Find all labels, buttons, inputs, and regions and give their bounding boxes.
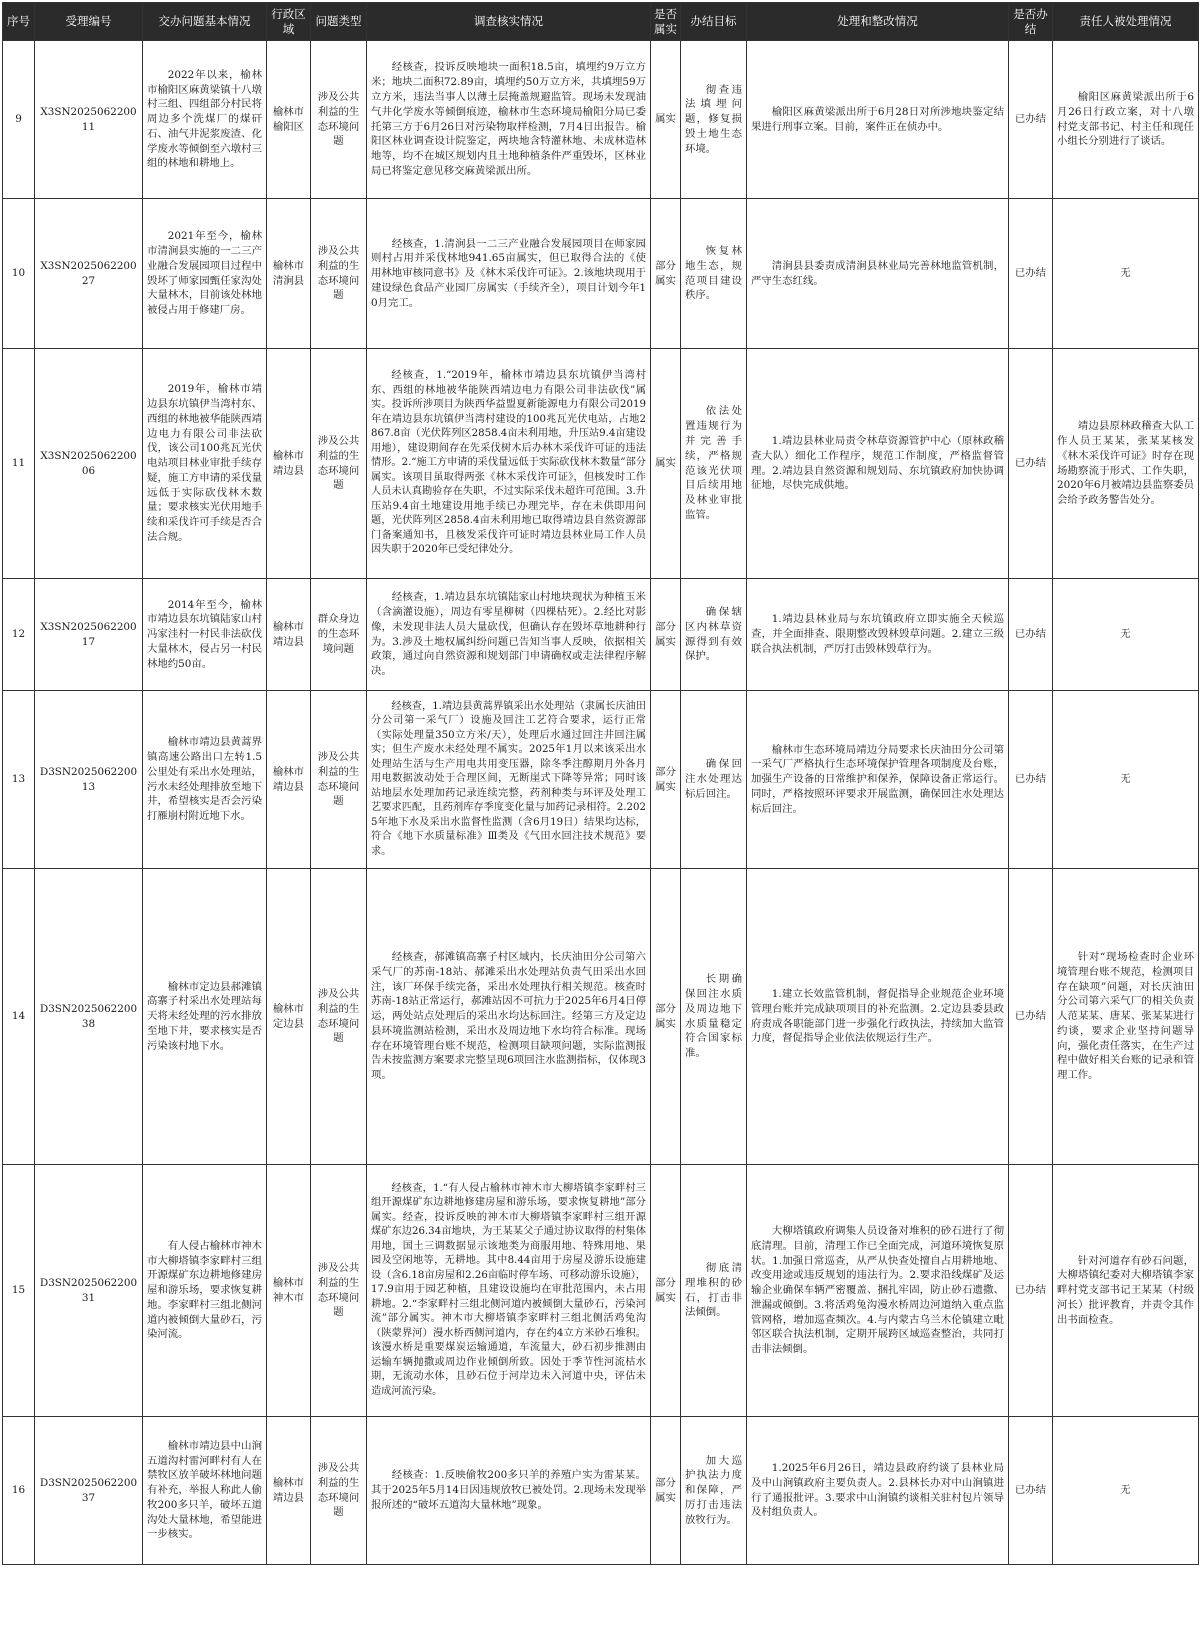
case-responsible: 靖边县原林政稽查大队工作人员王某某，张某某核发《林木采伐许可证》时存在现场勘察流于形式、工作失职，2020年6月被靖边县监察委员会给予政务警告处分。 — [1053, 349, 1199, 579]
case-region: 榆林市靖边县 — [267, 691, 311, 869]
case-type: 涉及公共利益的生态环境问题 — [311, 1417, 367, 1565]
case-true: 部分属实 — [651, 1417, 681, 1565]
case-basic: 2021年至今，榆林市清涧县实施的一二三产业融合发展园项目过程中毁坏了师家园甄任家沟处大量林木，目前该处林地被侵占用于修建厂房。 — [143, 199, 267, 349]
header-responsible: 责任人被处理情况 — [1053, 3, 1199, 41]
case-true: 部分属实 — [651, 579, 681, 691]
case-goal: 确保辖区内林草资源得到有效保护。 — [681, 579, 747, 691]
case-basic: 2022年以来，榆林市榆阳区麻黄梁镇十八墩村三组、四组部分村民将周边多个洗煤厂的煤矸石、油气井泥浆废渣、化学废水等倾倒至六墩村三组的林地和耕地上。 — [143, 41, 267, 199]
case-investigation: 经核查，1.“2019年，榆林市靖边县东坑镇伊当湾村东、西组的林地被华能陕西靖边电力有限公司非法砍伐”属实。投诉所涉项目为陕西华益盟夏新能源电力有限公司2019年在靖边县东坑镇伊当湾村建设的100兆瓦光伏电站，占地2867.8亩（光伏阵列区2858.4亩未利用地，升压站9.4亩建设用地），建设期间存在先采伐树木后办林木采伐许可证的违法情形。2.“施工方申请的采伐量远低于实际砍伐林木数量”部分属实。该项目虽取得两张《林木采伐许可证》，但核发时工作人员未认真勘验存在失职，不过实际采伐未超许可范围。3.升压站9.4亩土地建设用地手续已办理完毕，存在未供即用问题，光伏阵列区2858.4亩未利用地已取得靖边县自然资源部门备案通知书，且核发采伐许可证时靖边县林业局工作人员因失职于2020年已受纪律处分。 — [367, 349, 651, 579]
case-id: X3SN202506220017 — [35, 579, 143, 691]
case-true: 部分属实 — [651, 199, 681, 349]
case-true: 部分属实 — [651, 869, 681, 1165]
header-investigation: 调查核实情况 — [367, 3, 651, 41]
row-number: 14 — [3, 869, 35, 1165]
case-goal: 彻查违法填埋问题，修复损毁土地生态环境。 — [681, 41, 747, 199]
case-closed: 已办结 — [1009, 1417, 1053, 1565]
case-handling: 榆林市生态环境局靖边分局要求长庆油田分公司第一采气厂严格执行生态环境保护管理各项制度及台账，加强生产设备的日常维护和保养，保障设备正常运行。同时，严格按照环评要求开展监测，确保回注水处理达标后回注。 — [747, 691, 1009, 869]
header-id: 受理编号 — [35, 3, 143, 41]
case-table — [2, 2, 1199, 1565]
header-handling: 处理和整改情况 — [747, 3, 1009, 41]
case-responsible: 针对“现场检查时企业环境管理台账不规范，检测项目存在缺项”问题，对长庆油田分公司第六采气厂的相关负责人范某某、唐某、张某某进行约谈，要求企业坚持问题导向，强化责任落实，在生产过程中做好相关台账的记录和管理工作。 — [1053, 869, 1199, 1165]
case-type: 涉及公共利益的生态环境问题 — [311, 41, 367, 199]
case-goal: 确保回注水处理达标后回注。 — [681, 691, 747, 869]
case-basic: 2014年至今，榆林市靖边县东坑镇陆家山村冯家洼村一村民非法砍伐大量林木，侵占另一村民林地约50亩。 — [143, 579, 267, 691]
case-handling: 1.建立长效监管机制，督促指导企业规范企业环境管理台账并完成缺项项目的补充监测。2.定边县委县政府责成各职能部门进一步强化行政执法，持续加大监管力度，督促指导企业依法依规运行生产。 — [747, 869, 1009, 1165]
case-closed: 已办结 — [1009, 691, 1053, 869]
case-handling: 榆阳区麻黄梁派出所于6月28日对所涉地块鉴定结果进行刑事立案。目前，案件正在侦办中。 — [747, 41, 1009, 199]
table-row — [3, 579, 1199, 691]
case-basic: 榆林市靖边县黄蒿界镇高速公路出口左转1.5公里处有采出水处理站，污水未经处理排放至地下井，希望核实是否会污染打雁崩村附近地下水。 — [143, 691, 267, 869]
case-closed: 已办结 — [1009, 349, 1053, 579]
case-handling: 1.靖边县林业局与东坑镇政府立即实施全天候巡查，并全面排查、限期整改毁林毁草问题。2.建立三级联合执法机制，严厉打击毁林毁草行为。 — [747, 579, 1009, 691]
header-region: 行政区域 — [267, 3, 311, 41]
case-region: 榆林市定边县 — [267, 869, 311, 1165]
case-basic: 榆林市定边县郝滩镇高寨子村采出水处理站每天将未经处理的污水排放至地下井，要求核实是否污染该村地下水。 — [143, 869, 267, 1165]
table-row — [3, 199, 1199, 349]
case-basic: 榆林市靖边县中山涧五道沟村雷河畔村有人在禁牧区放羊破坏林地问题有补充，举报人称此人偷牧200多只羊，破坏五道沟处大量林地，希望能进一步核实。 — [143, 1417, 267, 1565]
case-investigation: 经核查，郝滩镇高寨子村区域内，长庆油田分公司第六采气厂的苏南-18站、郝滩采出水处理站负责气田采出水回注，该厂环保手续完备，采出水处理执行相关规范。核查时苏南-18站正常运行，郝滩站因不可抗力于2025年6月4日停运，两处站点处理后的采出水均达标回注。经第三方及定边县环境监测站检测，采出水及周边地下水均符合标准。现场存在环境管理台账不规范，检测项目缺项问题，实际监测报告未按监测方案要求完整呈现6项回注水监测指标，仅体现3项。 — [367, 869, 651, 1165]
case-type: 群众身边的生态环境问题 — [311, 579, 367, 691]
case-true: 属实 — [651, 349, 681, 579]
case-handling: 1.2025年6月26日，靖边县政府约谈了县林业局及中山涧镇政府主要负责人。2.县林长办对中山涧镇进行了通报批评。3.要求中山涧镇约谈相关驻村包片领导及村组负责人。 — [747, 1417, 1009, 1565]
case-closed: 已办结 — [1009, 869, 1053, 1165]
case-region: 榆林市靖边县 — [267, 349, 311, 579]
case-region: 榆林市靖边县 — [267, 1417, 311, 1565]
row-number: 16 — [3, 1417, 35, 1565]
case-investigation: 经核查，1.靖边县东坑镇陆家山村地块现状为种植玉米（含滴灌设施），周边有零星柳树（四棵枯死）。2.经比对影像，未发现非法人员大量砍伐，但确认存在毁坏草地耕种行为。3.涉及土地权属纠纷问题已告知当事人反映，依据相关政策，通过向自然资源和规划部门申请确权或走法律程序解决。 — [367, 579, 651, 691]
case-responsible: 榆阳区麻黄梁派出所于6月26日行政立案，对十八墩村党支部书记、村主任和现任小组长分别进行了谈话。 — [1053, 41, 1199, 199]
case-type: 涉及公共利益的生态环境问题 — [311, 199, 367, 349]
row-number: 11 — [3, 349, 35, 579]
header-type: 问题类型 — [311, 3, 367, 41]
case-region: 榆林市神木市 — [267, 1165, 311, 1417]
row-number: 15 — [3, 1165, 35, 1417]
case-type: 涉及公共利益的生态环境问题 — [311, 1165, 367, 1417]
case-region: 榆林市榆阳区 — [267, 41, 311, 199]
case-goal: 恢复林地生态，规范项目建设秩序。 — [681, 199, 747, 349]
table-row — [3, 869, 1199, 1165]
header-row — [3, 3, 1199, 41]
case-id: X3SN202506220011 — [35, 41, 143, 199]
case-responsible: 无 — [1053, 579, 1199, 691]
case-region: 榆林市靖边县 — [267, 579, 311, 691]
case-id: X3SN202506220006 — [35, 349, 143, 579]
case-handling: 清涧县县委责成清涧县林业局完善林地监管机制，严守生态红线。 — [747, 199, 1009, 349]
case-goal: 依法处置违规行为并完善手续，严格规范该光伏项目后续用地及林业审批监管。 — [681, 349, 747, 579]
case-investigation: 经核查，投诉反映地块一面积18.5亩，填埋约9万立方米；地块二面积72.89亩，填埋约50万立方米，共填埋59万立方米，违法当事人以薄土层掩盖规避监管。现场未发现油气井化学废水等倾倒痕迹，榆林市生态环境局榆阳分局已委托第三方于6月26日对污染物取样检测，7月4日出报告。榆阳区林业调查设计院鉴定，两块地含特灌林地、未成林造林地等，均不在城区规划内且土地种植条件严重毁坏，区林业局已将鉴定意见移交麻黄梁派出所。 — [367, 41, 651, 199]
case-true: 部分属实 — [651, 1165, 681, 1417]
case-true: 属实 — [651, 41, 681, 199]
case-type: 涉及公共利益的生态环境问题 — [311, 349, 367, 579]
table-row — [3, 1165, 1199, 1417]
case-true: 部分属实 — [651, 691, 681, 869]
case-id: D3SN202506220031 — [35, 1165, 143, 1417]
case-goal: 彻底清理堆积的砂石，打击非法倾倒。 — [681, 1165, 747, 1417]
header-closed: 是否办结 — [1009, 3, 1053, 41]
case-id: D3SN202506220038 — [35, 869, 143, 1165]
case-responsible: 无 — [1053, 691, 1199, 869]
row-number: 10 — [3, 199, 35, 349]
case-id: D3SN202506220013 — [35, 691, 143, 869]
table-row — [3, 1417, 1199, 1565]
case-goal: 加大巡护执法力度和保障，严厉打击违法放牧行为。 — [681, 1417, 747, 1565]
case-investigation: 经核查，1.“有人侵占榆林市神木市大柳塔镇李家畔村三组开源煤矿东边耕地修建房屋和游乐场，要求恢复耕地”部分属实。经查，投诉反映的神木市大柳塔镇李家畔村三组开源煤矿东边26.34亩地块，为王某某父子通过协议取得的村集体用地，国土三调数据显示该地类为商服用地、特殊用地、果园及空闲地等，无耕地。其中8.44亩用于房屋及游乐设施建设（含6.18亩房屋和2.26亩临时停车场、可移动游乐设施），17.9亩用于园艺种植，且建设设施均在审批范围内，未占用耕地。2.“李家畔村三组北侧河道内被倾倒大量砂石，污染河流”部分属实。神木市大柳塔镇李家畔村三组北侧活鸡兔沟（陕蒙界河）漫水桥西侧河道内，存在约4立方米砂石堆积。该漫水桥是重要煤炭运输通道，车流量大，砂石初步推测由运输车辆抛撒或周边作业倾倒所致。因处于季节性河流枯水期，无流动水体，且砂石位于河岸边未入河道中央，评估未造成河流污染。 — [367, 1165, 651, 1417]
row-number: 9 — [3, 41, 35, 199]
case-region: 榆林市清涧县 — [267, 199, 311, 349]
row-number: 13 — [3, 691, 35, 869]
table-row — [3, 691, 1199, 869]
row-number: 12 — [3, 579, 35, 691]
case-type: 涉及公共利益的生态环境问题 — [311, 691, 367, 869]
table-row — [3, 41, 1199, 199]
case-responsible: 无 — [1053, 199, 1199, 349]
case-investigation: 经核查：1.反映偷牧200多只羊的养殖户实为雷某某。其于2025年5月14日因违规放牧已被处罚。2.现场未发现举报所述的“破坏五道沟大量林地”现象。 — [367, 1417, 651, 1565]
case-handling: 1.靖边县林业局责令林草资源管护中心（原林政稽查大队）细化工作程序，规范工作制度，严格监督管理。2.靖边县自然资源和规划局、东坑镇政府加快协调征地，尽快完成供地。 — [747, 349, 1009, 579]
header-goal: 办结目标 — [681, 3, 747, 41]
case-basic: 有人侵占榆林市神木市大柳塔镇李家畔村三组开源煤矿东边耕地修建房屋和游乐场，要求恢复耕地。李家畔村三组北侧河道内被倾倒大量砂石，污染河流。 — [143, 1165, 267, 1417]
case-investigation: 经核查，1.靖边县黄蒿界镇采出水处理站（隶属长庆油田分公司第一采气厂）设施及回注工艺符合要求，运行正常（实际处理量350立方米/天），处理后水通过回注井回注属实；但生产废水未经处理不属实。2025年1月以来该采出水处理站生活与生产用电共用变压器，除冬季注醇期月外各月用电数据波动处于合理区间，无断崖式下降等异常；同时该站地层水处理加药记录连续完整，药剂种类与环评及处理工艺要求匹配，且药剂库存季度变化量与加药记录相符。2.2025年地下水及采出水监督性监测（含6月19日）结果均达标，符合《地下水质量标准》Ⅲ类及《气田水回注技术规范》要求。 — [367, 691, 651, 869]
case-closed: 已办结 — [1009, 41, 1053, 199]
case-id: D3SN202506220037 — [35, 1417, 143, 1565]
header-basic: 交办问题基本情况 — [143, 3, 267, 41]
case-responsible: 无 — [1053, 1417, 1199, 1565]
case-responsible: 针对河道存有砂石问题，大柳塔镇纪委对大柳塔镇李家畔村党支部书记王某某（村级河长）批评教育，并责令其作出书面检查。 — [1053, 1165, 1199, 1417]
case-id: X3SN202506220027 — [35, 199, 143, 349]
case-goal: 长期确保回注水质及周边地下水质量稳定符合国家标准。 — [681, 869, 747, 1165]
case-handling: 大柳塔镇政府调集人员设备对堆积的砂石进行了彻底清理。目前，清理工作已全面完成，河道环境恢复原状。1.加强日常巡查，从严从快查处擅自占用耕地地、改变用途或违反规划的违法行为。2.要求沿线煤矿及运输企业确保车辆严密覆盖、捆扎牢固，防止砂石遗撒、泄漏或倾倒。3.将活鸡兔沟漫水桥周边河道纳入重点监管网格，增加巡查频次。4.与内蒙古乌兰木伦镇建立毗邻区联合执法机制，定期开展跨区域巡查整治，共同打击非法倾倒。 — [747, 1165, 1009, 1417]
case-closed: 已办结 — [1009, 199, 1053, 349]
case-investigation: 经核查，1.清涧县一二三产业融合发展园项目在师家园则村占用并采伐林地941.65亩属实，但已取得合法的《使用林地审核同意书》及《林木采伐许可证》。2.该地块现用于建设绿色食品产业园厂房属实（手续齐全），项目计划今年10月完工。 — [367, 199, 651, 349]
case-closed: 已办结 — [1009, 579, 1053, 691]
header-no: 序号 — [3, 3, 35, 41]
case-closed: 已办结 — [1009, 1165, 1053, 1417]
case-type: 涉及公共利益的生态环境问题 — [311, 869, 367, 1165]
case-basic: 2019年，榆林市靖边县东坑镇伊当湾村东、西组的林地被华能陕西靖边电力有限公司非法砍伐，该公司100兆瓦光伏电站项目林业审批手续存疑，施工方申请的采伐量远低于实际砍伐林木数量；要求核实光伏用地手续和采伐许可手续是否合法合规。 — [143, 349, 267, 579]
table-row — [3, 349, 1199, 579]
header-true: 是否属实 — [651, 3, 681, 41]
